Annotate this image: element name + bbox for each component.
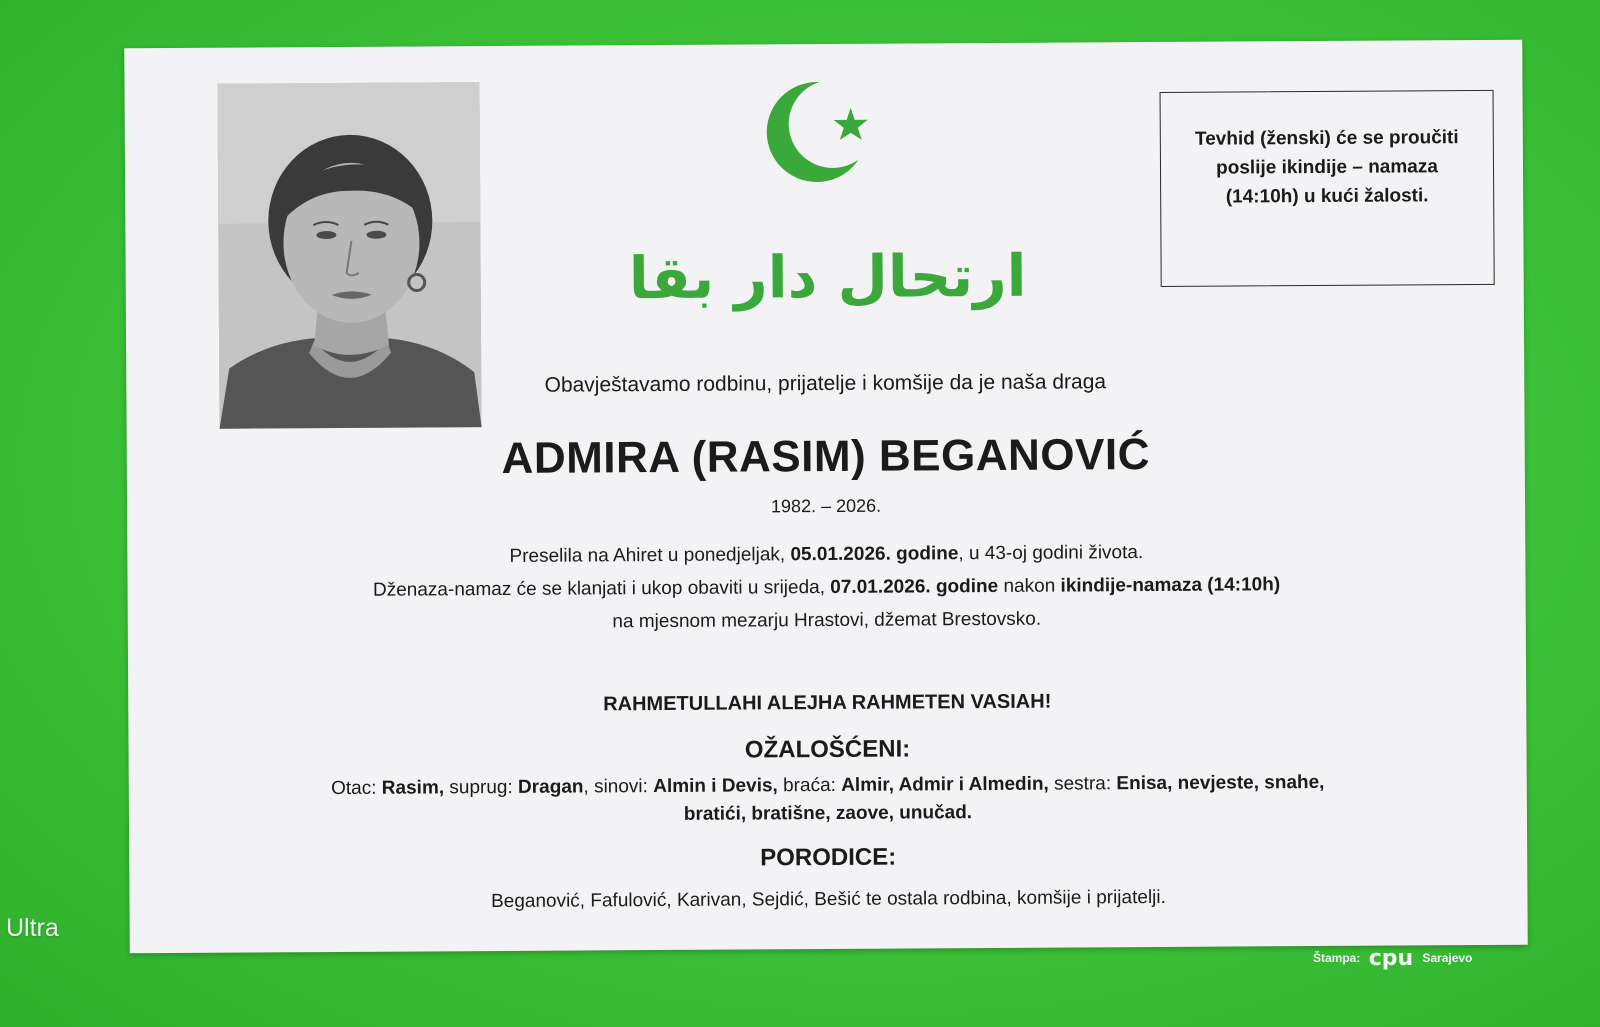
death-date: 05.01.2026. godine: [790, 543, 959, 566]
obituary-notice: [124, 40, 1528, 954]
funeral-time: ikindije-namaza (14:10h): [1060, 574, 1281, 597]
funeral-date: 07.01.2026. godine: [830, 575, 999, 598]
father-name: Rasim,: [381, 777, 445, 799]
burial-place: na mjesnom mezarju Hrastovi, džemat Brestovsko.: [612, 608, 1042, 633]
funeral-line: [128, 573, 1526, 604]
watermark-text: Ultra: [6, 914, 59, 942]
brothers-label: braća:: [777, 774, 842, 797]
families-heading: PORODICE:: [760, 843, 897, 872]
tevhid-note: Tevhid (ženski) će se proučiti poslije ikindije – namaza (14:10h) u kući žalosti.: [1160, 90, 1495, 287]
printer-credit: [1313, 945, 1472, 971]
other-relatives: bratići, bratišne, zaove, unučad.: [683, 802, 973, 825]
life-years: 1982. – 2026.: [770, 495, 882, 517]
funeral-pre: Dženaza-namaz će se klanjati i ukop obaviti u srijeda,: [372, 576, 831, 601]
sons-label: , sinovi:: [583, 776, 654, 798]
printer-city: Sarajevo: [1422, 951, 1473, 965]
families-list: Beganović, Fafulović, Karivan, Sejdić, Bešić te ostala rodbina, komšije i prijatelji.: [490, 886, 1166, 913]
intro-text: Obavještavamo rodbinu, prijatelje i komšije da je naša draga: [544, 370, 1107, 397]
funeral-mid: nakon: [998, 575, 1061, 597]
husband-label: suprug:: [444, 776, 519, 799]
dua-text: RAHMETULLAHI ALEJHA RAHMETEN VASIAH!: [603, 690, 1052, 716]
sister-label: sestra:: [1048, 773, 1117, 795]
printer-label: Štampa:: [1313, 951, 1361, 965]
mourners-heading: OŽALOŠĆENI:: [744, 735, 911, 764]
father-label: Otac:: [331, 777, 382, 800]
deceased-name: ADMIRA (RASIM) BEGANOVIĆ: [501, 430, 1151, 483]
death-line: [127, 540, 1525, 571]
death-pre: Preselila na Ahiret u ponedjeljak,: [509, 544, 791, 567]
crescent-star-icon: [764, 79, 965, 190]
sister-names: Enisa, nevjeste, snahe,: [1116, 771, 1325, 795]
svg-text:cpu: cpu: [1369, 946, 1414, 971]
svg-text:ارتحال دار بقا: ارتحال دار بقا: [628, 241, 1027, 313]
arabic-calligraphy: [628, 218, 1027, 340]
death-post: , u 43-oj godini života.: [958, 542, 1144, 565]
sons-names: Almin i Devis,: [653, 775, 778, 798]
printer-logo: [1365, 945, 1417, 971]
brothers-names: Almir, Admir i Almedin,: [841, 773, 1049, 796]
husband-name: Dragan: [517, 776, 584, 798]
mourners-list: [129, 768, 1527, 833]
